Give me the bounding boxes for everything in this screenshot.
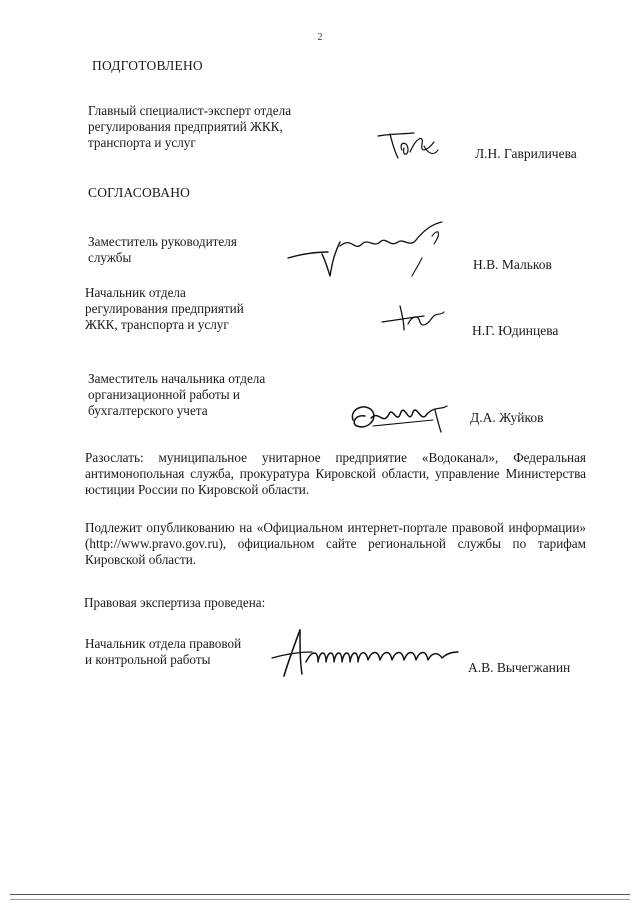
- position-line: и контрольной работы: [85, 652, 211, 667]
- signature-gavrilicheva: [372, 128, 442, 162]
- signature-zhuykov: [343, 396, 463, 436]
- prepared-name: Л.Н. Гавриличева: [475, 146, 577, 161]
- signer-malkov-name: Н.В. Мальков: [473, 257, 552, 272]
- legal-review-name: А.В. Вычегжанин: [468, 660, 571, 675]
- position-line: бухгалтерского учета: [88, 403, 208, 418]
- bottom-rule-secondary: [10, 899, 630, 900]
- signer-yudintseva-name: Н.Г. Юдинцева: [472, 323, 559, 338]
- position-line: транспорта и услуг: [88, 135, 196, 150]
- position-line: Начальник отдела правовой: [85, 636, 242, 651]
- position-line: Заместитель руководителя: [88, 234, 237, 249]
- prepared-heading: ПОДГОТОВЛЕНО: [92, 58, 203, 73]
- legal-review-position: [85, 636, 241, 668]
- bottom-rule: [10, 894, 630, 895]
- prepared-position: [88, 103, 291, 151]
- position-line: Начальник отдела: [85, 285, 186, 300]
- distribution-paragraph: Разослать: муниципальное унитарное предприятие «Водоканал», Федеральная антимонопольная служба, прокуратура Кировской области, управление Министерства юстиции России по Кировской области.: [85, 450, 586, 497]
- signer-zhuykov-position: [88, 371, 265, 419]
- legal-review-heading: Правовая экспертиза проведена:: [84, 595, 266, 610]
- publication-paragraph: Подлежит опубликованию на «Официальном интернет-портале правовой информации» (http://www.pravo.gov.ru), официальном сайте региональной службы по тарифам Кировской области.: [85, 520, 586, 567]
- signature-yudintseva: [378, 302, 448, 332]
- signer-yudintseva-position: [85, 285, 244, 333]
- position-line: организационной работы и: [88, 387, 240, 402]
- page-number: 2: [317, 32, 323, 43]
- agreed-heading: СОГЛАСОВАНО: [88, 185, 191, 200]
- signature-vychegzhanin: [266, 622, 466, 682]
- position-line: регулирования предприятий: [85, 301, 244, 316]
- signature-malkov: [282, 218, 462, 280]
- position-line: Главный специалист-эксперт отдела: [88, 103, 292, 118]
- position-line: Заместитель начальника отдела: [88, 371, 266, 386]
- position-line: службы: [88, 250, 132, 265]
- signer-malkov-position: [88, 234, 237, 266]
- signer-zhuykov-name: Д.А. Жуйков: [470, 410, 544, 425]
- position-line: ЖКК, транспорта и услуг: [85, 317, 229, 332]
- position-line: регулирования предприятий ЖКК,: [88, 119, 283, 134]
